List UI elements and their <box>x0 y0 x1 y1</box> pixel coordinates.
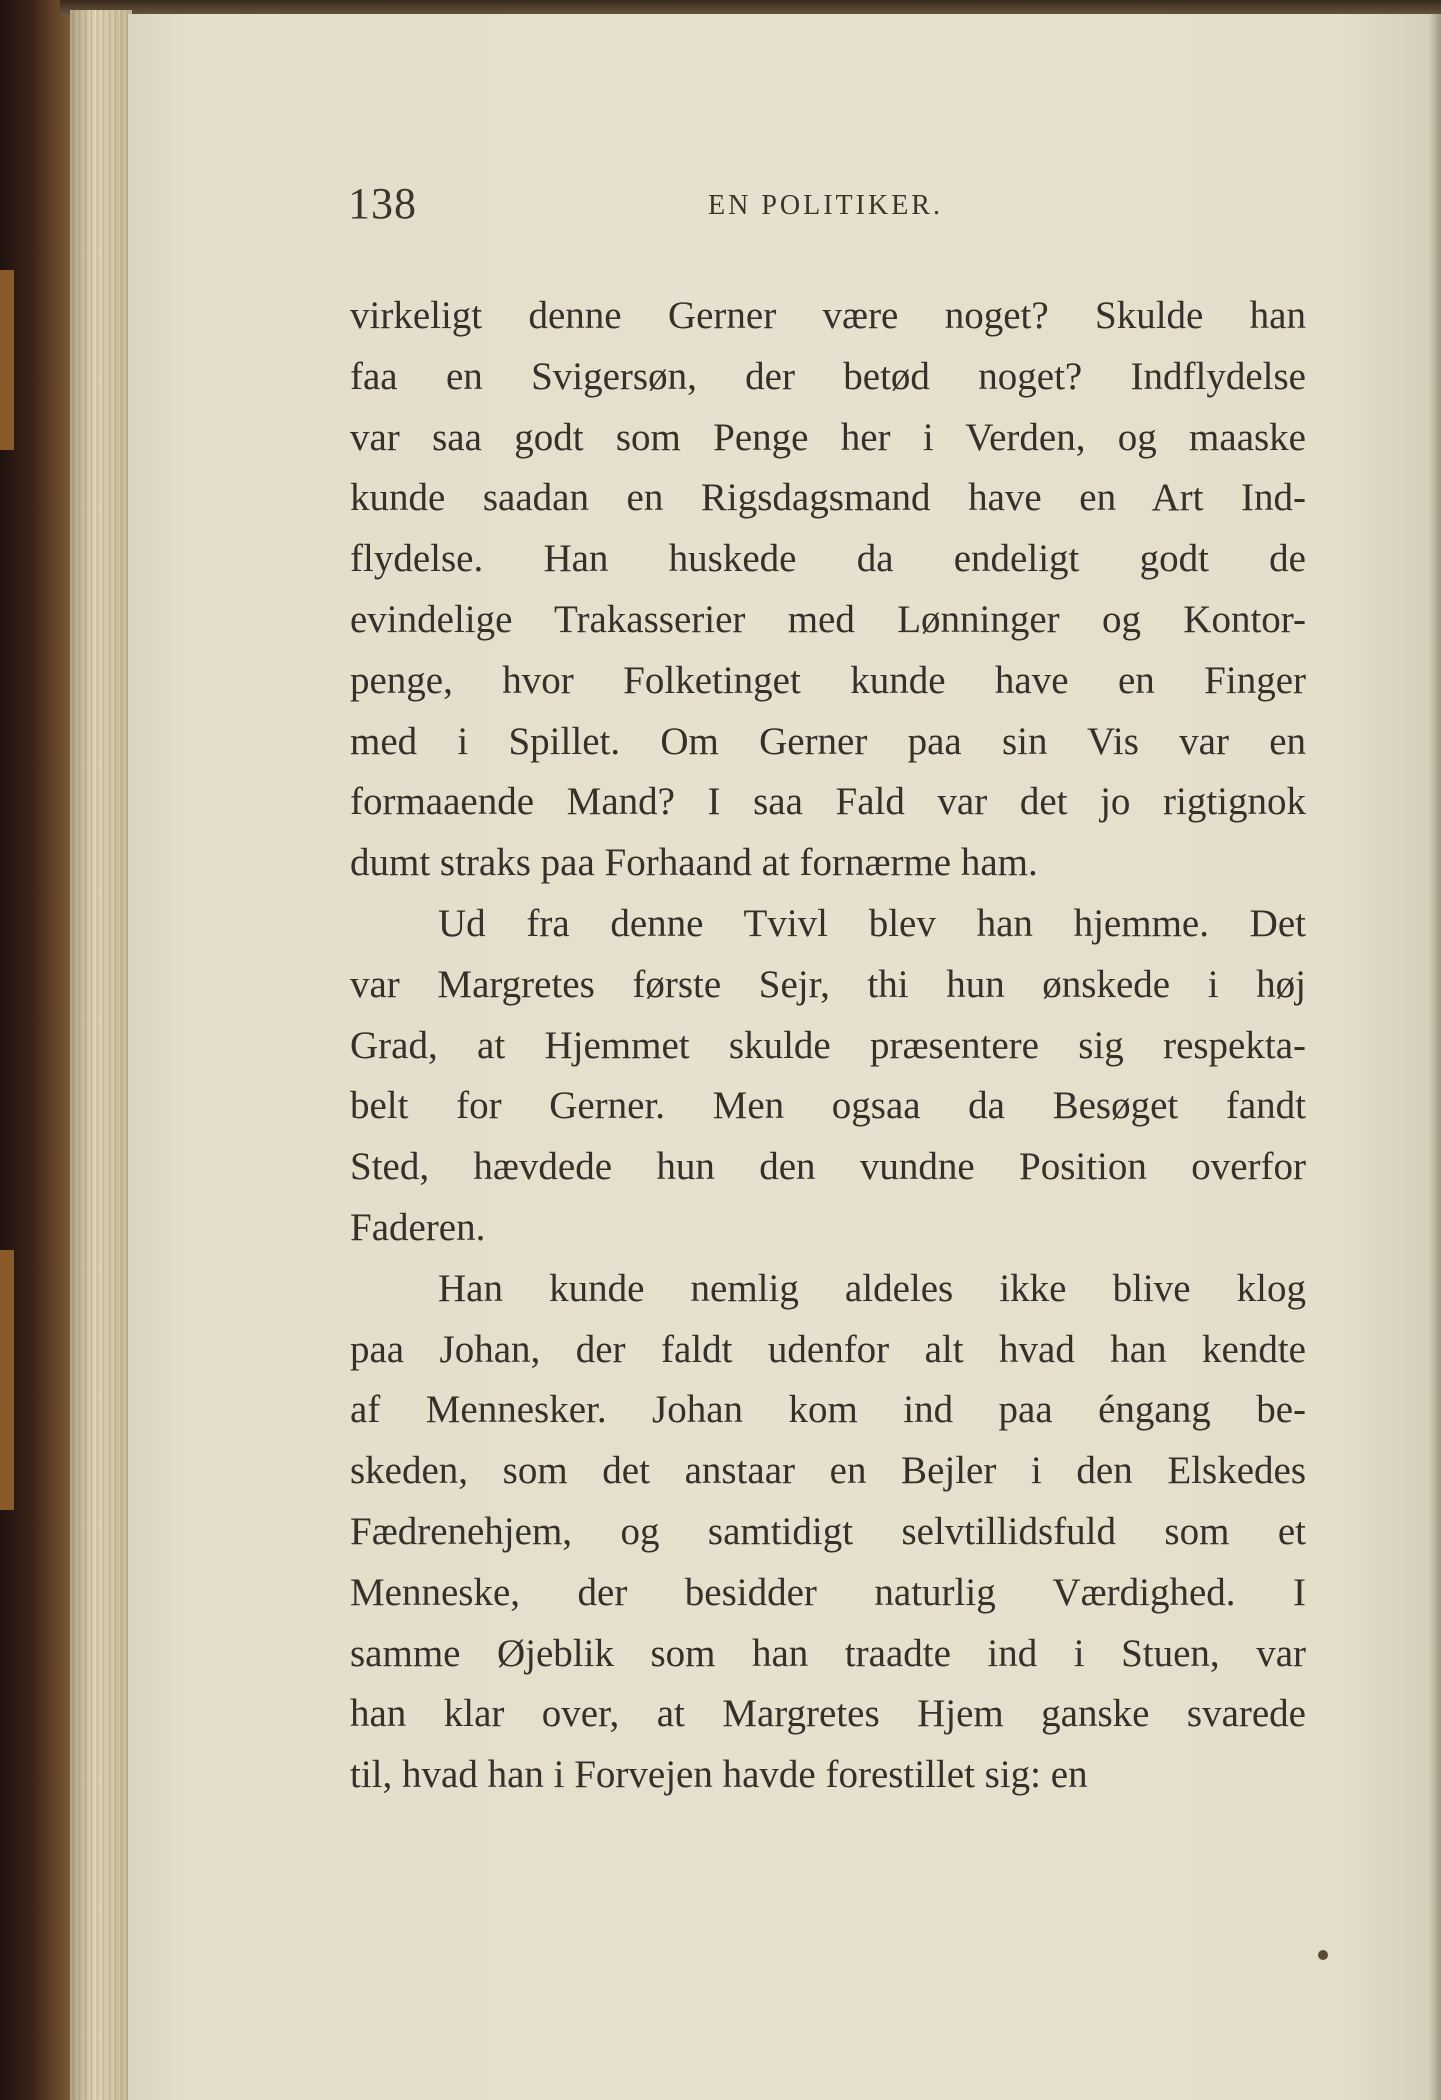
page-edges <box>70 10 132 2100</box>
text-line: formaaende Mand? I saa Fald var det jo rigtignok <box>350 780 1306 824</box>
page-header <box>348 178 1308 248</box>
text-line: flydelse. Han huskede da endeligt godt de <box>350 537 1306 581</box>
text-line: var Margretes første Sejr, thi hun ønskede i høj <box>350 962 1306 1006</box>
paragraph <box>350 894 1306 1259</box>
binding-decoration <box>0 270 14 450</box>
text-line: Han kunde nemlig aldeles ikke blive klog <box>438 1266 1306 1310</box>
text-line: paa Johan, der faldt udenfor alt hvad han kendte <box>350 1327 1306 1371</box>
text-line: Ud fra denne Tvivl blev han hjemme. Det <box>438 901 1306 945</box>
text-line: Grad, at Hjemmet skulde præsentere sig respekta- <box>350 1023 1306 1067</box>
text-line: skeden, som det anstaar en Bejler i den Elskedes <box>350 1449 1306 1493</box>
binding-decoration <box>0 1250 14 1510</box>
text-line: dumt straks paa Forhaand at fornærme ham. <box>350 841 1038 885</box>
text-line: penge, hvor Folketinget kunde have en Finger <box>350 658 1306 702</box>
text-line: faa en Svigersøn, der betød noget? Indflydelse <box>350 354 1306 398</box>
ink-speck <box>1318 1950 1328 1960</box>
text-line: med i Spillet. Om Gerner paa sin Vis var en <box>350 719 1306 763</box>
paragraph <box>350 1259 1306 1806</box>
text-line: han klar over, at Margretes Hjem ganske svarede <box>350 1692 1306 1736</box>
text-line: Sted, hævdede hun den vundne Position overfor <box>350 1145 1306 1189</box>
body-text <box>350 286 1306 1806</box>
text-line: af Mennesker. Johan kom ind paa éngang be- <box>350 1388 1306 1432</box>
text-line: til, hvad han i Forvejen havde forestillet sig: en <box>350 1753 1088 1797</box>
paragraph <box>350 286 1306 894</box>
text-line: kunde saadan en Rigsdagsmand have en Art Ind- <box>350 476 1306 520</box>
text-line: evindelige Trakasserier med Lønninger og Kontor- <box>350 597 1306 641</box>
page-number: 138 <box>348 179 417 228</box>
text-line: var saa godt som Penge her i Verden, og maaske <box>350 415 1306 459</box>
text-line: Faderen. <box>350 1205 486 1249</box>
page-shadow <box>1429 14 1441 2100</box>
text-line: virkeligt denne Gerner være noget? Skulde han <box>350 294 1306 337</box>
text-line: Menneske, der besidder naturlig Værdighed. I <box>350 1570 1306 1614</box>
text-line: samme Øjeblik som han traadte ind i Stuen, var <box>350 1631 1306 1675</box>
text-line: belt for Gerner. Men ogsaa da Besøget fandt <box>350 1084 1306 1128</box>
text-line: Fædrenehjem, og samtidigt selvtillidsfuld som et <box>350 1509 1306 1553</box>
running-head: EN POLITIKER. <box>708 190 943 221</box>
